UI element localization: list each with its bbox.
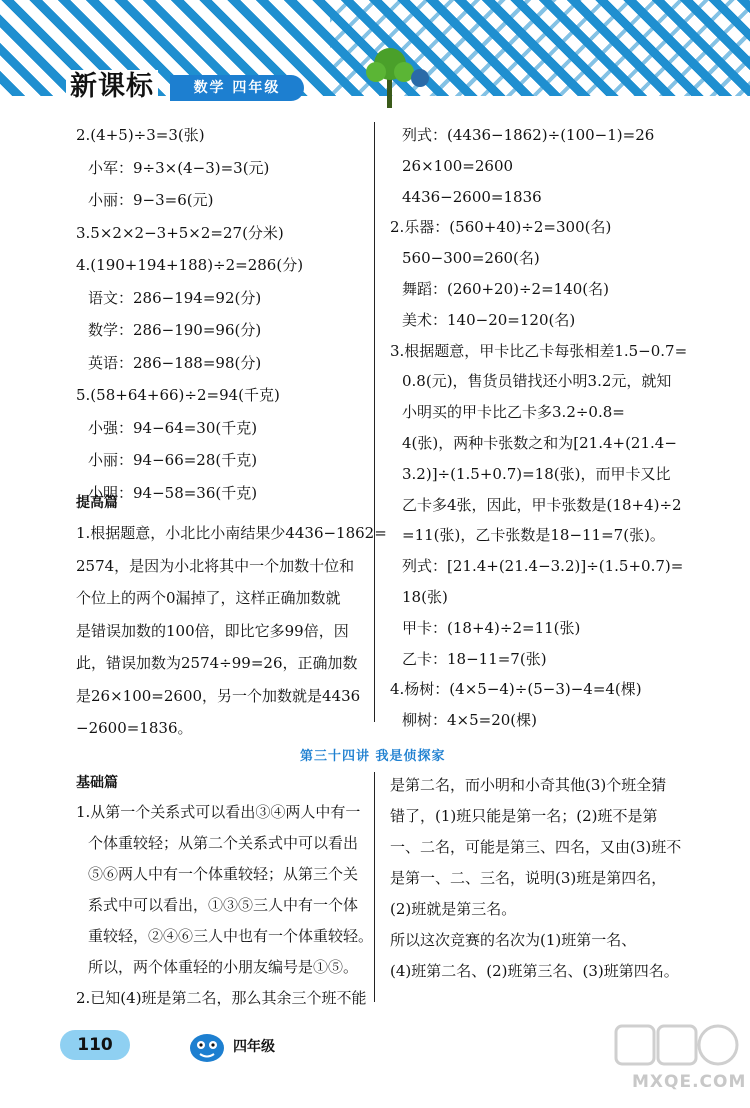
tree-icon	[350, 38, 430, 108]
text-line: 柳树：4×5=20(棵)	[402, 711, 538, 730]
text-line: 此，错误加数为2574÷99=26，正确加数	[76, 654, 358, 672]
text-line: 是第一、二、三名，说明(3)班是第四名，	[390, 869, 667, 887]
section-heading: 基础篇	[76, 775, 118, 791]
text-line: 4436−2600=1836	[402, 187, 542, 206]
column-divider-lower	[374, 772, 375, 1002]
series-title: 新课标	[66, 70, 158, 104]
text-line: 所以，两个体重轻的小朋友编号是①⑤。	[88, 958, 359, 976]
text-line: 小明买的甲卡比乙卡多3.2÷0.8=	[402, 403, 625, 422]
text-line: 数学：286−190=96(分)	[88, 321, 262, 339]
text-line: 1.根据题意，小北比小南结果少4436−1862=	[76, 524, 387, 542]
text-line: 0.8(元)，售货员错找还小明3.2元，就知	[402, 372, 672, 391]
lecture-title: 第三十四讲 我是侦探家	[300, 749, 446, 764]
text-line: 4.(190+194+188)÷2=286(分)	[76, 256, 304, 274]
text-line: 1.从第一个关系式可以看出③④两人中有一	[76, 803, 361, 821]
column-divider	[374, 122, 375, 722]
text-line: =11(张)，乙卡张数是18−11=7(张)。	[402, 526, 665, 545]
text-line: 所以这次竞赛的名次为(1)班第一名、	[390, 931, 637, 949]
text-line: −2600=1836。	[76, 719, 193, 737]
text-line: 重较轻，②④⑥三人中也有一个体重较轻。	[88, 927, 374, 945]
text-line: 是第二名，而小明和小奇其他(3)个班全猜	[390, 776, 667, 794]
text-line: (2)班就是第三名。	[390, 900, 517, 918]
text-line: 5.(58+64+66)÷2=94(千克)	[76, 386, 280, 404]
text-line: 是26×100=2600，另一个加数就是4436	[76, 686, 361, 705]
text-line: 4.杨树：(4×5−4)÷(5−3)−4=4(棵)	[390, 680, 642, 699]
text-line: 是错误加数的100倍，即比它多99倍，因	[76, 621, 349, 640]
text-line: 3.5×2×2−3+5×2=27(分米)	[76, 223, 284, 242]
mascot-icon	[187, 1028, 227, 1064]
text-line: 4(张)，两种卡张数之和为[21.4+(21.4−	[402, 434, 677, 452]
text-line: 小强：94−64=30(千克)	[88, 418, 258, 437]
grade-label: 四年级	[233, 1039, 275, 1055]
page-number: 110	[60, 1030, 130, 1060]
text-line: 甲卡：(18+4)÷2=11(张)	[402, 618, 581, 637]
text-line: 18(张)	[402, 588, 448, 606]
text-line: 小军：9÷3×(4−3)=3(元)	[88, 158, 270, 177]
text-line: 小丽：9−3=6(元)	[88, 191, 214, 209]
text-line: ⑤⑥两人中有一个体重较轻；从第三个关	[88, 865, 359, 883]
subject-grade-label: 数学 四年级	[170, 75, 304, 101]
text-line: 2.(4+5)÷3=3(张)	[76, 126, 205, 144]
text-line: 列式：(4436−1862)÷(100−1)=26	[402, 126, 655, 144]
text-line: 系式中可以看出，①③⑤三人中有一个体	[88, 896, 359, 914]
section-heading: 提高篇	[76, 495, 118, 511]
text-line: 3.根据题意，甲卡比乙卡每张相差1.5−0.7=	[390, 341, 688, 360]
text-line: 26×100=2600	[402, 156, 514, 175]
text-line: 乙卡多4张，因此，甲卡张数是(18+4)÷2	[402, 495, 682, 514]
text-line: 2.乐器：(560+40)÷2=300(名)	[390, 218, 612, 237]
text-line: 一、二名，可能是第三、四名，又由(3)班不	[390, 838, 682, 856]
text-line: 个位上的两个0漏掉了，这样正确加数就	[76, 589, 341, 607]
text-line: 美术：140−20=120(名)	[402, 310, 576, 329]
text-line: 语文：286−194=92(分)	[88, 288, 262, 307]
text-line: 列式：[21.4+(21.4−3.2)]÷(1.5+0.7)=	[402, 557, 684, 576]
text-line: 2574，是因为小北将其中一个加数十位和	[76, 556, 355, 575]
text-line: 英语：286−188=98(分)	[88, 353, 262, 372]
text-line: 小丽：94−66=28(千克)	[88, 451, 258, 469]
text-line: 560−300=260(名)	[402, 249, 540, 268]
text-line: 小明：94−58=36(千克)	[88, 483, 258, 502]
text-line: 2.已知(4)班是第二名，那么其余三个班不能	[76, 989, 367, 1007]
watermark-text: MXQE.COM	[632, 1072, 747, 1092]
text-line: 乙卡：18−11=7(张)	[402, 649, 547, 668]
text-line: 个体重较轻；从第二个关系式中可以看出	[88, 834, 359, 852]
text-line: (4)班第二名、(2)班第三名、(3)班第四名。	[390, 962, 679, 980]
text-line: 舞蹈：(260+20)÷2=140(名)	[402, 280, 610, 298]
text-line: 3.2)]÷(1.5+0.7)=18(张)，而甲卡又比	[402, 464, 671, 483]
text-line: 错了，(1)班只能是第一名；(2)班不是第	[390, 807, 658, 825]
